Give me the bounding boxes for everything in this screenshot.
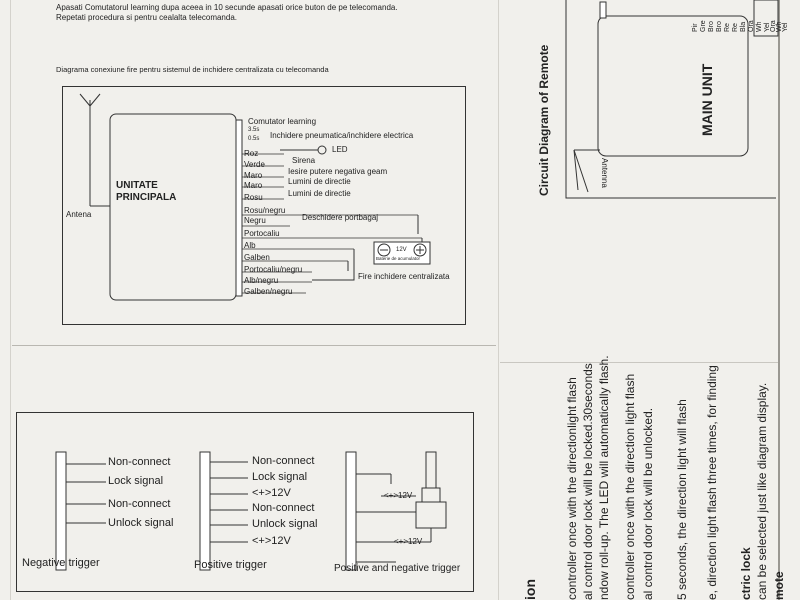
function-siren: Sirena	[292, 156, 316, 165]
positive-trigger-connector	[200, 452, 210, 570]
instruction-line-1: Apasati Comutatorul learning dupa aceea in 10 secunde apasati orice buton de pe telecomanda.	[56, 3, 398, 12]
battery-voltage-label: 12V	[396, 247, 407, 253]
function-window: Iesire putere negativa geam	[288, 167, 388, 176]
circuit-diagram-title: Circuit Diagram of Remote	[537, 44, 551, 196]
english-line-1: al control door lock will be locked.30seconds	[581, 363, 595, 600]
wire-label-rosu: Rosu	[244, 193, 263, 202]
main-unit-box	[110, 114, 236, 300]
instruction-line-2: Repetati procedura si pentru cealalta telecomanda.	[56, 13, 237, 22]
battery-sub-label: Baterie de acumulator	[376, 256, 421, 261]
both-trigger-caption: Positive and negative trigger	[334, 563, 461, 574]
both-voltage-2: <+>12V	[394, 537, 423, 546]
wire-en-3: Bro	[716, 21, 723, 32]
both-voltage-1: <+>12V	[384, 491, 413, 500]
main-unit-label-en: MAIN UNIT	[699, 63, 715, 136]
function-central-lock: Fire inchidere centralizata	[358, 272, 450, 281]
english-line-5: 5 seconds, the direction light will flash	[675, 399, 689, 600]
wire-label-negru: Negru	[244, 216, 266, 225]
switch-35s-label: 3.5s	[248, 127, 260, 133]
pos-label-2: <+>12V	[252, 487, 291, 499]
connector-block	[236, 120, 242, 296]
led-icon	[280, 146, 326, 154]
wire-label-portocaliu: Portocaliu	[244, 229, 280, 238]
neg-label-3: Unlock signal	[108, 517, 174, 529]
negative-trigger-caption: Negative trigger	[22, 557, 100, 569]
wire-label-roz: Roz	[244, 149, 259, 158]
pos-label-1: Lock signal	[252, 471, 308, 483]
english-line-0: controller once with the directionlight flash	[565, 377, 579, 600]
main-unit-box-en	[598, 16, 748, 156]
english-line-2: ndow roll-up. The LED will automatically flash.	[597, 355, 611, 600]
function-direction-1: Lumini de directie	[288, 177, 351, 186]
function-direction-2: Lumini de directie	[288, 189, 351, 198]
pos-label-3: Non-connect	[252, 502, 315, 514]
wire-label-maro-1: Maro	[244, 171, 263, 180]
wire-en-0: Pir	[692, 23, 699, 32]
antenna-icon-en	[574, 150, 600, 192]
wire-label-alb-negru: Alb/negru	[244, 276, 279, 285]
wire-label-galben: Galben	[244, 253, 270, 262]
fold-horizontal-right	[500, 362, 778, 363]
pos-label-0: Non-connect	[252, 455, 315, 467]
connector-block-en	[600, 2, 606, 18]
wire-label-maro-2: Maro	[244, 181, 263, 190]
learning-switch-label: Comutator learning	[248, 117, 317, 126]
fold-horizontal-left	[12, 345, 496, 346]
wire-label-rosu-negru: Rosu/negru	[244, 206, 286, 215]
wire-en-2: Bro	[708, 21, 715, 32]
led-label: LED	[332, 145, 348, 154]
antenna-label-en: Antenna	[600, 158, 609, 188]
antenna-icon	[80, 94, 100, 206]
main-unit-label-line2: PRINCIPALA	[116, 192, 177, 203]
neg-label-0: Non-connect	[108, 456, 171, 468]
wire-en-12: Yel	[782, 22, 789, 32]
neg-label-1: Lock signal	[108, 475, 164, 487]
wire-en-1: Gre	[700, 20, 707, 32]
wire-label-verde: Verde	[244, 160, 265, 169]
wire-en-11: Wh	[776, 21, 783, 32]
english-line-3: controller once with the direction light flash	[623, 373, 637, 600]
wire-label-galben-negru: Galben/negru	[244, 287, 293, 296]
antenna-label: Antena	[66, 210, 92, 219]
wire-en-4: Re	[724, 23, 731, 32]
english-line-a: can be selected just like diagram display.	[755, 382, 769, 600]
wire-en-9: Yel	[764, 22, 771, 32]
main-unit-label-line1: UNITATE	[116, 180, 158, 191]
wire-en-8: Wh	[756, 21, 763, 32]
both-trigger-connector	[346, 452, 356, 570]
wire-en-7: Ora	[748, 20, 755, 32]
wire-en-10: Ora	[770, 20, 777, 32]
page-fold-left	[10, 0, 11, 600]
wiring-diagram-title: Diagrama conexiune fire pentru sistemul de inchidere centralizata cu telecomanda	[56, 65, 329, 74]
wire-en-6: Bla	[740, 21, 747, 32]
positive-trigger-caption: Positive trigger	[194, 559, 267, 571]
english-line-6: e, direction light flash three times, for finding	[705, 365, 719, 600]
heading-electric-lock: ctric lock	[739, 547, 753, 600]
section-title-rotated: ion	[522, 579, 538, 600]
pos-label-5: <+>12V	[252, 535, 291, 547]
pos-label-4: Unlock signal	[252, 518, 318, 530]
wire-en-5: Re	[732, 23, 739, 32]
heading-remote: mote	[772, 571, 786, 600]
switch-05s-label: 0.5s	[248, 136, 260, 142]
negative-trigger-connector	[56, 452, 66, 570]
page-fold-middle	[498, 0, 499, 600]
english-line-4: al control door lock will be unlocked.	[641, 407, 655, 600]
wire-label-portocaliu-negru: Portocaliu/negru	[244, 265, 303, 274]
circuit-diagram-svg	[560, 0, 780, 210]
neg-label-2: Non-connect	[108, 498, 171, 510]
pneumatic-label: Inchidere pneumatica/inchidere electrica	[270, 131, 414, 140]
wire-label-alb: Alb	[244, 241, 256, 250]
function-trunk: Deschidere portbagaj	[302, 213, 379, 222]
